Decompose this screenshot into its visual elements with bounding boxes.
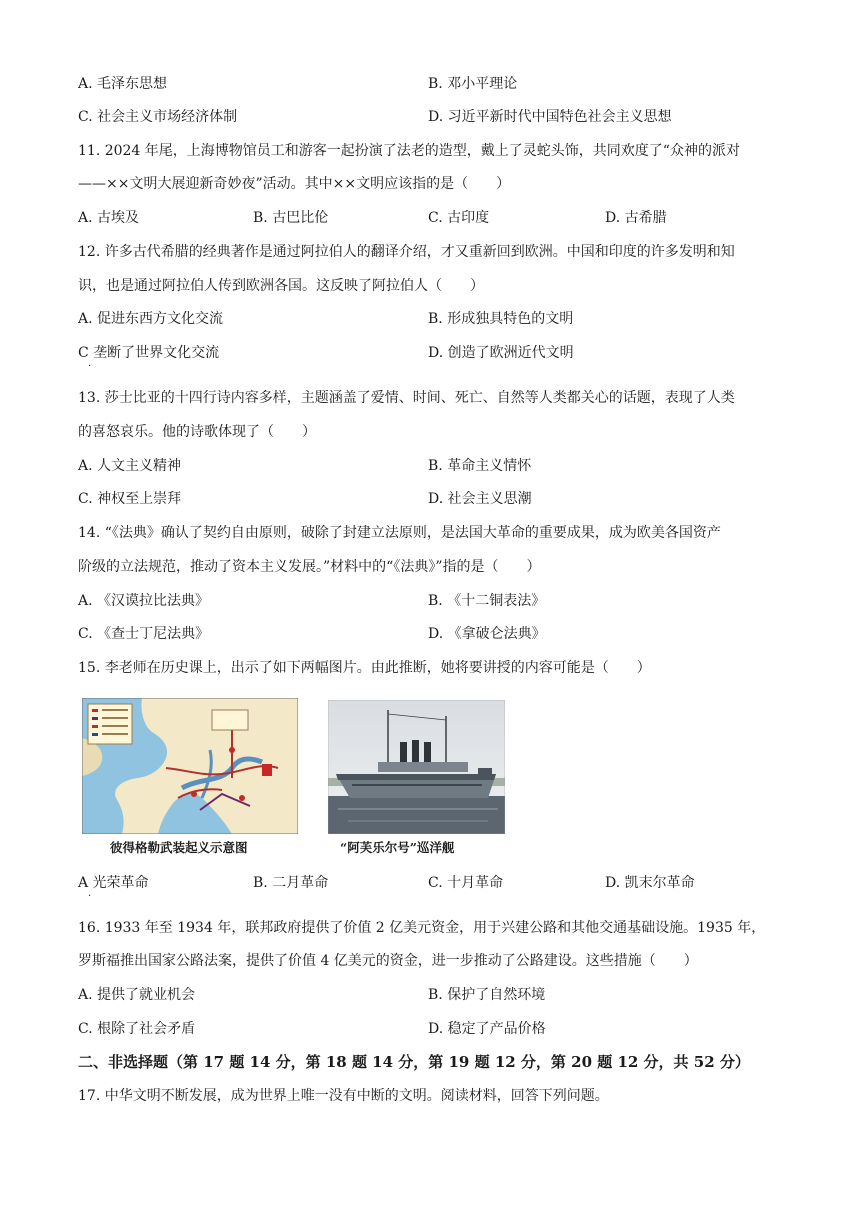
section-heading: 二、非选择题（第 17 题 14 分，第 18 题 14 分，第 19 题 12 分，第 20 题 12 分，共 52 分） <box>78 1053 750 1071</box>
q11-option-a: A. 古埃及 <box>78 210 140 226</box>
map-illustration <box>82 698 298 834</box>
q13-stem-line2: 的喜怒哀乐。他的诗歌体现了（ ） <box>78 424 316 440</box>
q13-option-a: A. 人文主义精神 <box>78 458 182 474</box>
q15-option-c: C. 十月革命 <box>428 875 504 891</box>
q15-stem: 15. 李老师在历史课上，出示了如下两幅图片。由此推断，她将要讲授的内容可能是（ ） <box>78 660 651 676</box>
cruiser-illustration <box>328 700 505 834</box>
q12-stem-line1: 12. 许多古代希腊的经典著作是通过阿拉伯人的翻译介绍，才又重新回到欧洲。中国和印度的许多发明和知 <box>78 244 735 260</box>
q12-option-b: B. 形成独具特色的文明 <box>428 311 574 327</box>
emphasis-dot: · <box>88 891 92 902</box>
q14-option-d: D. 《拿破仑法典》 <box>428 626 546 642</box>
q10-option-c: C. 社会主义市场经济体制 <box>78 109 238 125</box>
q16-stem-line1: 16. 1933 年至 1934 年，联邦政府提供了价值 2 亿美元资金，用于兴建公路和其他交通基础设施。1935 年， <box>78 920 766 936</box>
q11-option-b: B. 古巴比伦 <box>253 210 329 226</box>
q14-stem-line2: 阶级的立法规范，推动了资本主义发展。”材料中的“《法典》”指的是（ ） <box>78 559 541 575</box>
q10-option-b: B. 邓小平理论 <box>428 76 518 92</box>
q16-stem-line2: 罗斯福推出国家公路法案，提供了价值 4 亿美元的资金，进一步推动了公路建设。这些措施（ ） <box>78 953 698 969</box>
cruiser-caption: “阿芙乐尔号”巡洋舰 <box>340 840 455 855</box>
q10-option-d: D. 习近平新时代中国特色社会主义思想 <box>428 109 672 125</box>
q14-option-b: B. 《十二铜表法》 <box>428 593 546 609</box>
q11-stem-line2: ——××文明大展迎新奇妙夜”活动。其中××文明应该指的是（ ） <box>78 176 511 192</box>
map-caption: 彼得格勒武装起义示意图 <box>110 840 248 855</box>
aurora-cruiser-photo <box>328 700 505 834</box>
q13-option-c: C. 神权至上崇拜 <box>78 491 182 507</box>
q14-option-c: C. 《查士丁尼法典》 <box>78 626 210 642</box>
q17-stem: 17. 中华文明不断发展，成为世界上唯一没有中断的文明。阅读材料，回答下列问题。 <box>78 1088 609 1104</box>
q15-option-a: A 光荣革命 <box>78 875 149 891</box>
q16-option-c: C. 根除了社会矛盾 <box>78 1021 196 1037</box>
q12-stem-line2: 识，也是通过阿拉伯人传到欧洲各国。这反映了阿拉伯人（ ） <box>78 278 484 294</box>
q13-stem-line1: 13. 莎士比亚的十四行诗内容多样，主题涵盖了爱情、时间、死亡、自然等人类都关心的话题，表现了人类 <box>78 390 735 406</box>
q10-option-a: A. 毛泽东思想 <box>78 76 168 92</box>
q13-option-b: B. 革命主义情怀 <box>428 458 532 474</box>
q11-option-c: C. 古印度 <box>428 210 490 226</box>
q14-stem-line1: 14. “《法典》确认了契约自由原则，破除了封建立法原则，是法国大革命的重要成果，成为欧美各国资产 <box>78 525 721 541</box>
q11-option-d: D. 古希腊 <box>605 210 667 226</box>
q13-option-d: D. 社会主义思潮 <box>428 491 532 507</box>
emphasis-dot: · <box>88 361 92 372</box>
q16-option-d: D. 稳定了产品价格 <box>428 1021 546 1037</box>
q12-option-d: D. 创造了欧洲近代文明 <box>428 345 574 361</box>
petrograd-uprising-map <box>82 698 298 834</box>
q12-option-a: A. 促进东西方文化交流 <box>78 311 224 327</box>
q15-option-d: D. 凯末尔革命 <box>605 875 695 891</box>
q16-option-a: A. 提供了就业机会 <box>78 987 196 1003</box>
q11-stem-line1: 11. 2024 年尾，上海博物馆员工和游客一起扮演了法老的造型，戴上了灵蛇头饰，共同欢度了“众神的派对 <box>78 143 740 159</box>
q12-option-c: C 垄断了世界文化交流 <box>78 345 220 361</box>
q15-option-b: B. 二月革命 <box>253 875 329 891</box>
q14-option-a: A. 《汉谟拉比法典》 <box>78 593 210 609</box>
q16-option-b: B. 保护了自然环境 <box>428 987 546 1003</box>
